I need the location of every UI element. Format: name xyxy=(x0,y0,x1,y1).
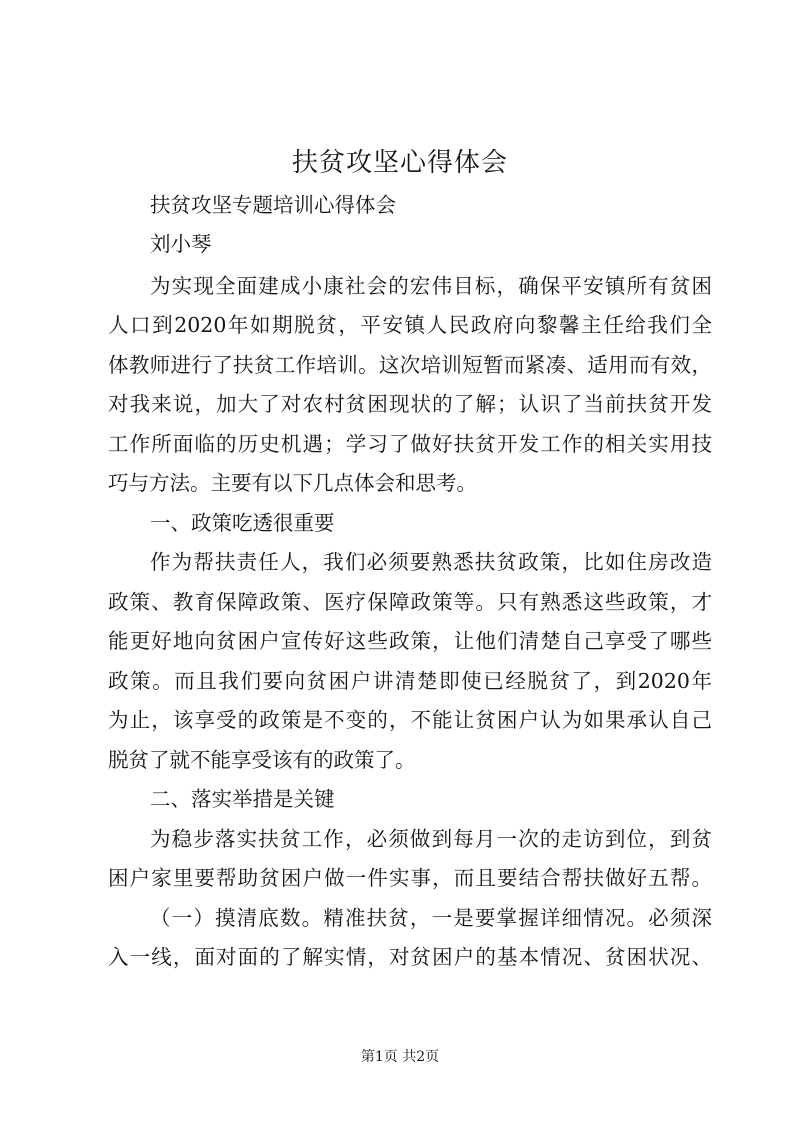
author: 刘小琴 xyxy=(150,232,212,256)
paragraph-line: 人口到2020年如期脱贫，平安镇人民政府向黎馨主任给我们全 xyxy=(108,313,712,337)
document-title: 扶贫攻坚心得体会 xyxy=(291,148,508,178)
paragraph-line: 体教师进行了扶贫工作培训。这次培训短暂而紧凑、适用而有效， xyxy=(108,353,712,377)
paragraph-line: 工作所面临的历史机遇；学习了做好扶贫开发工作的相关实用技 xyxy=(108,432,712,456)
subtitle: 扶贫攻坚专题培训心得体会 xyxy=(150,193,396,217)
page-footer: 第1页 共2页 xyxy=(360,1049,440,1065)
section-heading: 一、政策吃透很重要 xyxy=(150,511,335,535)
paragraph-line: 能更好地向贫困户宣传好这些政策，让他们清楚自己享受了哪些 xyxy=(108,629,712,653)
paragraph-line: 政策。而且我们要向贫困户讲清楚即使已经脱贫了，到2020年 xyxy=(108,669,712,693)
paragraph-line: 对我来说，加大了对农村贫困现状的了解；认识了当前扶贫开发 xyxy=(108,392,712,416)
paragraph-line: 脱贫了就不能享受该有的政策了。 xyxy=(108,748,416,772)
paragraph-line: 为止，该享受的政策是不变的，不能让贫困户认为如果承认自己 xyxy=(108,708,712,732)
paragraph-line: 政策、教育保障政策、医疗保障政策等。只有熟悉这些政策，才 xyxy=(108,590,712,614)
paragraph-line: 困户家里要帮助贫困户做一件实事，而且要结合帮扶做好五帮。 xyxy=(108,866,712,890)
paragraph-line: 入一线，面对面的了解实情，对贫困户的基本情况、贫困状况、 xyxy=(108,945,712,969)
section-heading: 二、落实举措是关键 xyxy=(150,787,335,811)
paragraph-line: 为稳步落实扶贫工作，必须做到每月一次的走访到位，到贫 xyxy=(150,827,712,851)
paragraph-line: 为实现全面建成小康社会的宏伟目标，确保平安镇所有贫困 xyxy=(150,274,712,298)
paragraph-line: （一）摸清底数。精准扶贫，一是要掌握详细情况。必须深 xyxy=(150,906,712,930)
paragraph-line: 作为帮扶责任人，我们必须要熟悉扶贫政策，比如住房改造 xyxy=(150,550,712,574)
paragraph-line: 巧与方法。主要有以下几点体会和思考。 xyxy=(108,471,477,495)
